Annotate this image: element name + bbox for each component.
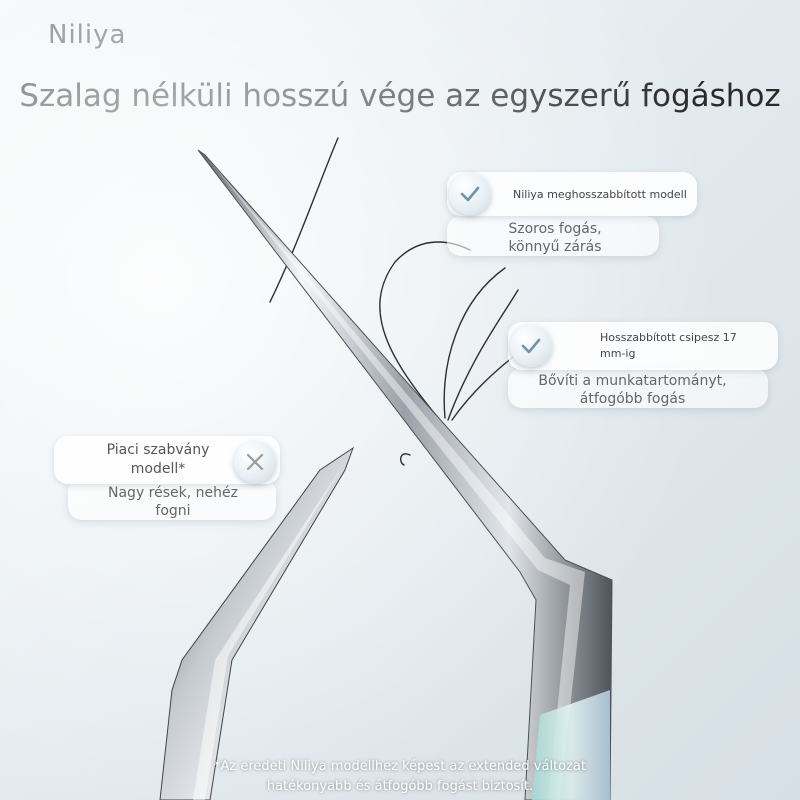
footnote-line2: hatékonyabb és átfogóbb fogást biztosít. — [266, 779, 534, 794]
callout-niliya-model-title: Niliya meghosszabbított modell — [513, 187, 687, 201]
footnote — [0, 757, 800, 797]
footnote-line1: *Az eredeti Niliya modellhez képest az extended változat — [213, 759, 586, 774]
callout-market-standard-title-line2: modell* — [130, 461, 186, 477]
callout-extended-tweezer-title-line1: Hosszabbított csipesz 17 — [600, 331, 737, 344]
check-icon — [510, 325, 552, 367]
callout-niliya-model-subtitle-line1: Szoros fogás, — [508, 221, 602, 237]
callout-extended-tweezer-subtitle — [515, 372, 750, 408]
callout-market-standard-subtitle-line1: Nagy rések, nehéz — [108, 485, 238, 501]
callout-extended-tweezer-subtitle-line2: átfogóbb fogás — [579, 391, 686, 407]
close-icon — [234, 441, 276, 483]
callout-extended-tweezer-title-line2: mm-ig — [600, 347, 636, 360]
callout-niliya-model-subtitle — [470, 220, 640, 256]
callout-niliya-model-subtitle-line2: könnyű zárás — [508, 239, 602, 255]
callout-market-standard-subtitle-line2: fogni — [155, 503, 191, 519]
callout-extended-tweezer-subtitle-line1: Bővíti a munkatartományt, — [538, 373, 727, 389]
callout-market-standard-subtitle — [84, 484, 262, 520]
check-icon — [449, 173, 491, 215]
callout-market-standard-title-line1: Piaci szabvány — [106, 442, 210, 458]
